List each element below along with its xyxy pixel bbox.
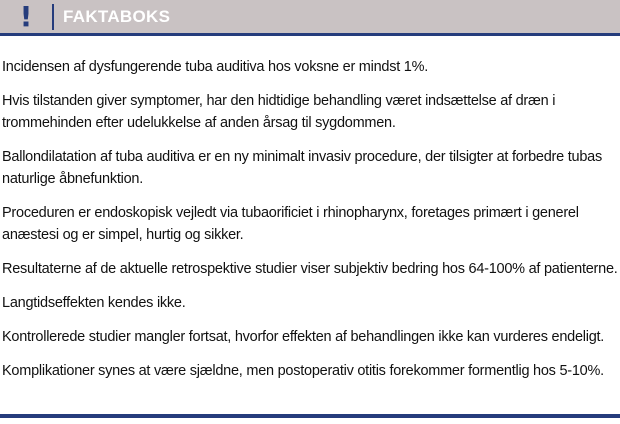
fact-paragraph-2: Hvis tilstanden giver symptomer, har den hidtidige behandling været indsættelse af dræn i trommehinden efter udelukkelse af anden årsag til sygdommen. bbox=[2, 93, 556, 131]
bottom-rule bbox=[0, 414, 620, 418]
header-divider bbox=[52, 4, 54, 30]
fact-paragraph-6: Langtidseffekten kendes ikke. bbox=[2, 295, 186, 311]
fact-paragraph-7: Kontrollerede studier mangler fortsat, hvorfor effekten af behandlingen ikke kan vurderes endeligt. bbox=[2, 329, 605, 345]
fact-paragraph-3: Ballondilatation af tuba auditiva er en ny minimalt invasiv procedure, der tilsigter at forbedre tubas naturlige åbnefunktion. bbox=[2, 149, 602, 187]
fact-paragraph-8: Komplikationer synes at være sjældne, men postoperativ otitis forekommer formentlig hos 5-10%. bbox=[2, 363, 604, 379]
box-title: FAKTABOKS bbox=[63, 7, 171, 26]
fact-paragraph-4: Proceduren er endoskopisk vejledt via tubaorificiet i rhinopharynx, foretages primært i generel anæstesi og er simpel, hurtig og sikker. bbox=[2, 205, 579, 243]
fact-paragraph-1: Incidensen af dysfungerende tuba auditiva hos voksne er mindst 1%. bbox=[2, 59, 429, 75]
fact-paragraph-5: Resultaterne af de aktuelle retrospektive studier viser subjektiv bedring hos 64-100% af patienterne. bbox=[2, 261, 618, 277]
exclamation-icon: ! bbox=[19, 0, 33, 33]
faktaboks-header bbox=[0, 0, 620, 36]
faktaboks-body bbox=[2, 56, 618, 394]
